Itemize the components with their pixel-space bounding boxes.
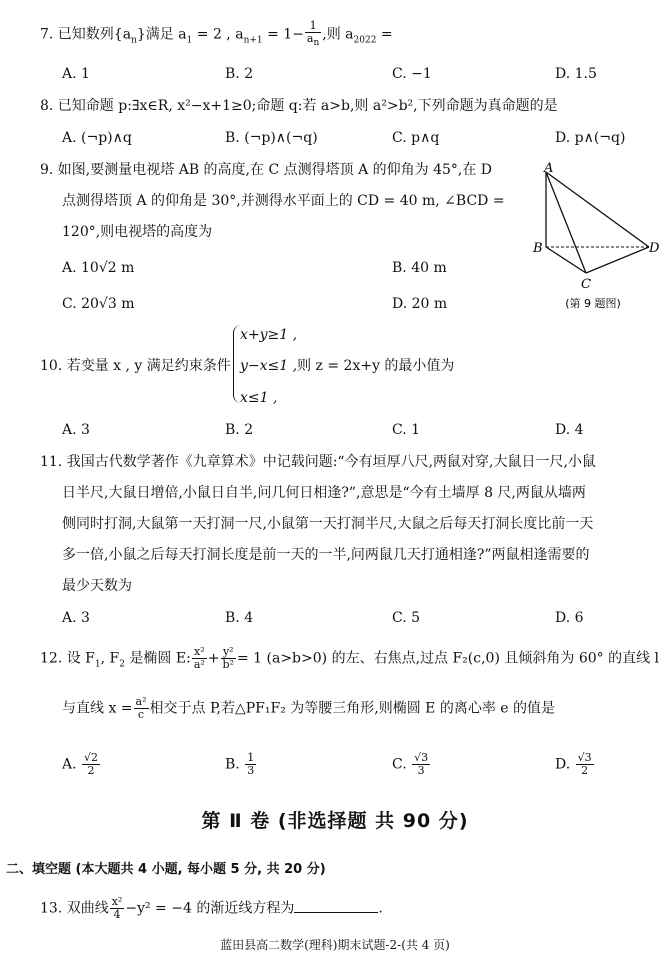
q11-option-d: D. 6 — [555, 610, 584, 626]
q7-option-b: B. 2 — [225, 66, 254, 82]
q13-answer-blank[interactable] — [294, 898, 378, 913]
q12-stem-line1: 12. 设 $F_1$, $F_2$ 是椭圆 E: $\frac{\text{x²}}{\text{a²}}$ + $\frac{\text{y²}}{\text{b²}}$ = 1 (a>b>0) 的左、右焦点,过点 F₂(c,0) 且倾斜角为 60° 的直线 l — [40, 645, 660, 671]
q9-figure — [523, 160, 663, 315]
tower-diagram — [523, 160, 663, 315]
fill-in-heading: 二、填空题 (本大题共 4 小题, 每小题 5 分, 共 20 分) — [6, 862, 326, 877]
q12-option-b: B. $\frac{1}{3}$ — [225, 751, 255, 777]
label-a: A — [544, 161, 554, 176]
q7-fraction: $\frac{1}{a_n}$ — [306, 19, 320, 49]
q8-stem: 8. 已知命题 p:∃x∈R, x²−x+1≥0;命题 q:若 a>b,则 a²>b²,下列命题为真命题的是 — [40, 98, 558, 114]
q11-stem-line2: 日半尺,大鼠日增倍,小鼠日自半,问几何日相逢?”,意思是“今有土墙厚 8 尺,两鼠从墙两 — [62, 485, 586, 501]
q11-stem-line5: 最少天数为 — [62, 578, 132, 594]
line-cd — [586, 247, 649, 273]
q9-option-d: D. 20 m — [392, 296, 448, 312]
q11-stem-line1: 11. 我国古代数学著作《九章算术》中记载问题:“今有垣厚八尺,两鼠对穿,大鼠日一尺,小鼠 — [40, 454, 596, 470]
q8-option-d: D. p∧(¬q) — [555, 130, 626, 146]
q10-condition-2: y−x≤1 , — [240, 358, 298, 374]
label-d: D — [649, 241, 660, 256]
q10-option-d: D. 4 — [555, 422, 584, 438]
q10-condition-3: x≤1 , — [240, 390, 278, 406]
q13-stem: 13. 双曲线 $\frac{\text{x²}}{4}$ −y² = −4 的渐近线方程为 . — [40, 895, 383, 921]
q8-option-b: B. (¬p)∧(¬q) — [225, 130, 318, 146]
page-footer: 蓝田县高二数学(理科)期末试题-2-(共 4 页) — [220, 938, 450, 952]
q9-option-a: A. 10√2 m — [62, 260, 135, 276]
q8-option-c: C. p∧q — [392, 130, 440, 146]
q9-option-b: B. 40 m — [392, 260, 447, 276]
q9-stem-line3: 120°,则电视塔的高度为 — [62, 224, 213, 240]
q10-condition-1: x+y≥1 , — [240, 327, 298, 343]
q9-stem-line2: 点测得塔顶 A 的仰角是 30°,并测得水平面上的 CD = 40 m, ∠BCD = — [62, 193, 505, 209]
section-2-title: 第 Ⅱ 卷 (非选择题 共 90 分) — [201, 810, 469, 832]
line-bc — [546, 247, 586, 273]
q12-option-c: C. $\frac{√3}{3}$ — [392, 751, 429, 777]
q10-stem-a: 10. 若变量 x , y 满足约束条件 — [40, 358, 231, 374]
q7-option-c: C. −1 — [392, 66, 432, 82]
q10-option-a: A. 3 — [62, 422, 90, 438]
q12-stem-line2: 与直线 x = $\frac{\text{a²}}{c}$ 相交于点 P,若△PF₁F₂ 为等腰三角形,则椭圆 E 的离心率 e 的值是 — [62, 695, 556, 721]
figure-caption: (第 9 题图) — [565, 297, 621, 310]
q10-condition-2-row — [240, 356, 454, 376]
q11-stem-line4: 多一倍,小鼠之后每天打洞长度是前一天的一半,问两鼠几天打通相逢?”两鼠相逢需要的 — [62, 547, 590, 563]
q10-option-c: C. 1 — [392, 422, 421, 438]
q9-stem-line1: 9. 如图,要测量电视塔 AB 的高度,在 C 点测得塔顶 A 的仰角为 45°,在 D — [40, 162, 493, 178]
q9-option-c: C. 20√3 m — [62, 296, 135, 312]
label-b: B — [533, 241, 543, 256]
label-c: C — [581, 277, 591, 292]
q7-option-a: A. 1 — [62, 66, 90, 82]
q10-option-b: B. 2 — [225, 422, 254, 438]
q7-option-d: D. 1.5 — [555, 66, 597, 82]
q8-option-a: A. (¬p)∧q — [62, 130, 132, 146]
q10-stem-b: 则 z = 2x+y 的最小值为 — [297, 358, 455, 374]
q12-option-d: D. $\frac{√3}{2}$ — [555, 751, 592, 777]
q7-stem: 7. 已知数列$\{a_n\}$满足 $a_1 = 2$ , $a_{n+1} = 1-$ $\frac{1}{a_n}$ ,则 $a_{2022}$ = — [40, 19, 393, 49]
q11-option-b: B. 4 — [225, 610, 254, 626]
q11-option-c: C. 5 — [392, 610, 421, 626]
q11-option-a: A. 3 — [62, 610, 90, 626]
q12-option-a: A. $\frac{√2}{2}$ — [62, 751, 99, 777]
q11-stem-line3: 侧同时打洞,大鼠第一天打洞一尺,小鼠第一天打洞半尺,大鼠之后每天打洞长度比前一天 — [62, 516, 594, 532]
